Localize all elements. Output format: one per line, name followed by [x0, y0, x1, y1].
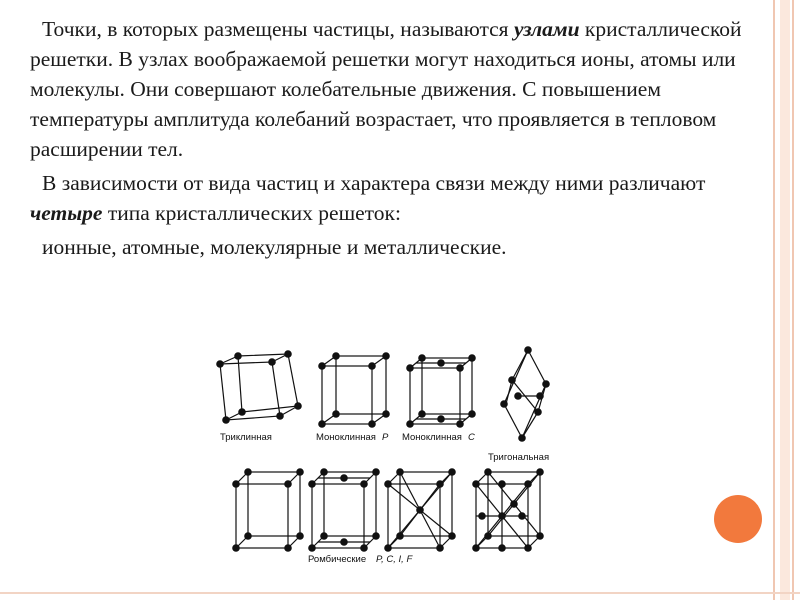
decorative-circle — [714, 495, 762, 543]
label-trigonal: Тригональная — [488, 452, 550, 463]
label-rhombic: Ромбические — [308, 554, 367, 565]
paragraph-text: типа кристаллических решеток: — [102, 201, 401, 225]
label-monoclinic-c: Моноклинная — [402, 432, 462, 443]
paragraph-lattice-types — [30, 168, 750, 228]
crystal-lattices-figure — [200, 340, 580, 570]
paragraph-text: ионные, атомные, молекулярные и металлические. — [42, 235, 507, 259]
paragraph-nodes — [30, 14, 750, 164]
label-monoclinic-c-suffix: C — [468, 432, 475, 443]
label-triclinic: Триклинная — [220, 432, 272, 443]
emphasized-term: узлами — [513, 17, 580, 41]
label-monoclinic-p: Моноклинная — [316, 432, 376, 443]
triclinic-cell — [220, 354, 298, 420]
label-monoclinic-p-suffix: P — [382, 432, 389, 443]
monoclinic-p-cell — [322, 356, 386, 424]
frame-bottom-line — [0, 592, 800, 594]
emphasized-term: четыре — [30, 201, 103, 225]
label-rhombic-suffix: P, C, I, F — [376, 554, 413, 565]
decorative-stripe — [780, 0, 790, 600]
paragraph-lattice-list — [30, 232, 750, 262]
slide-text-body — [30, 14, 750, 266]
decorative-stripe — [773, 0, 775, 600]
paragraph-text: кристаллической решетки. В узлах воображаемой решетки могут находиться ионы, атомы или молекулы. Они совершают колебательные движения. С повышением температуры амплитуда колебаний возрастает, что проявляется в тепловом расширении тел. — [30, 17, 742, 161]
paragraph-text: В зависимости от вида частиц и характера связи между ними различают — [42, 171, 706, 195]
decorative-stripe — [792, 0, 794, 600]
paragraph-text: Точки, в которых размещены частицы, называются — [42, 17, 514, 41]
